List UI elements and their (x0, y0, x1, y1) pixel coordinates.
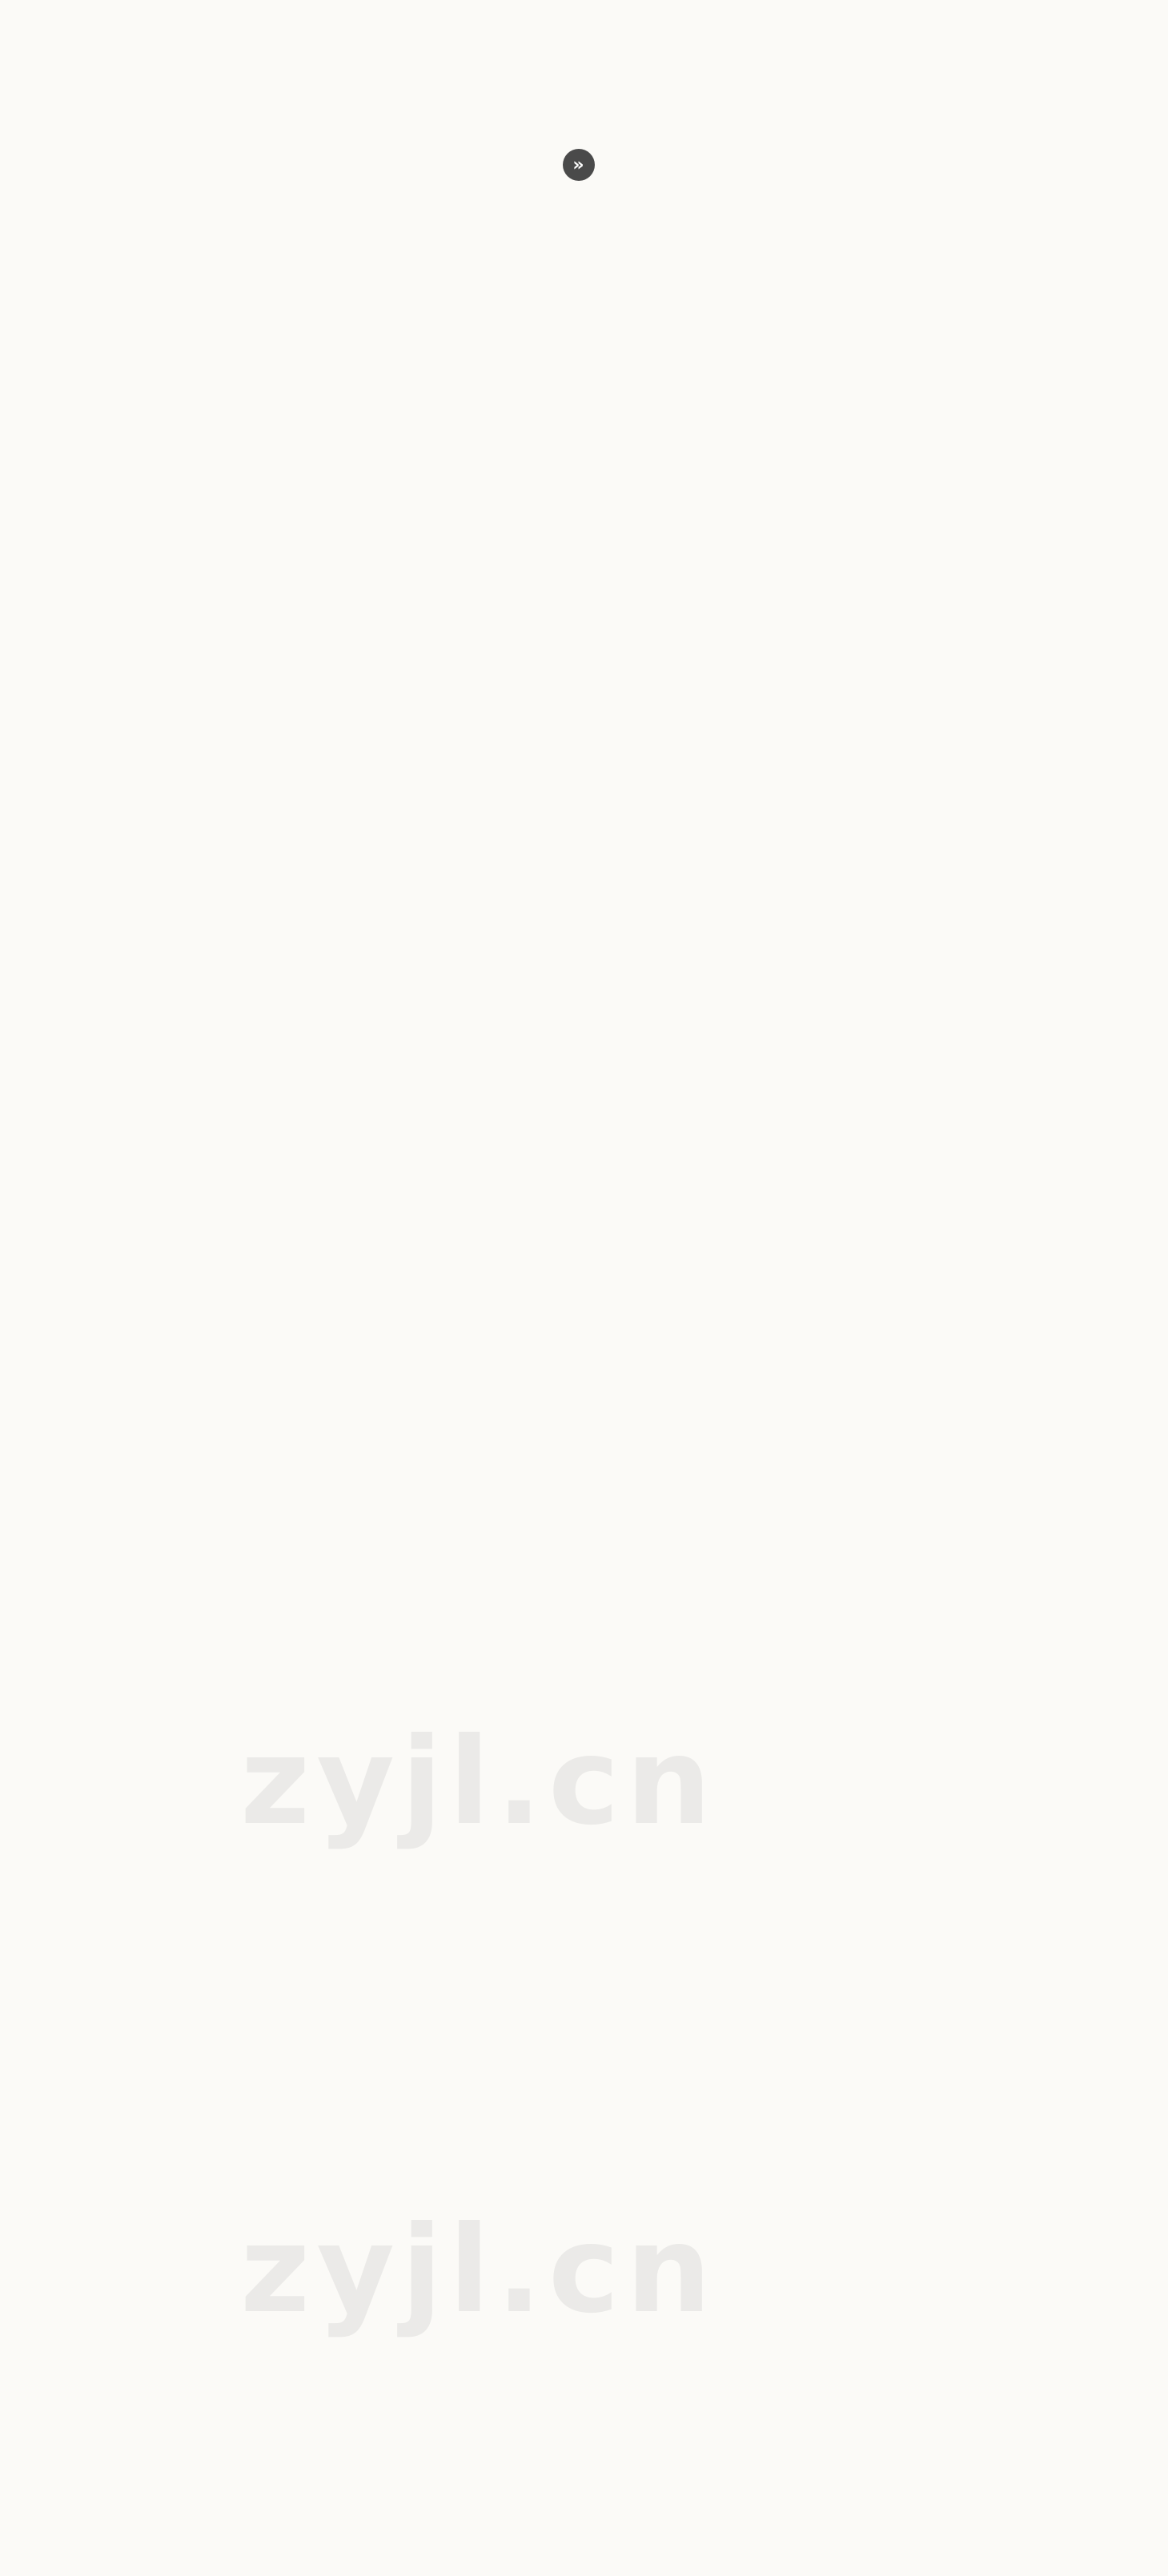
double-chevron-icon: » (563, 149, 595, 181)
page-number (0, 2466, 1168, 2510)
reading-banner-top (0, 149, 1168, 194)
watermark-bottom: zyjl.cn (240, 2201, 718, 2340)
watermark-top: zyjl.cn (240, 1713, 718, 1852)
